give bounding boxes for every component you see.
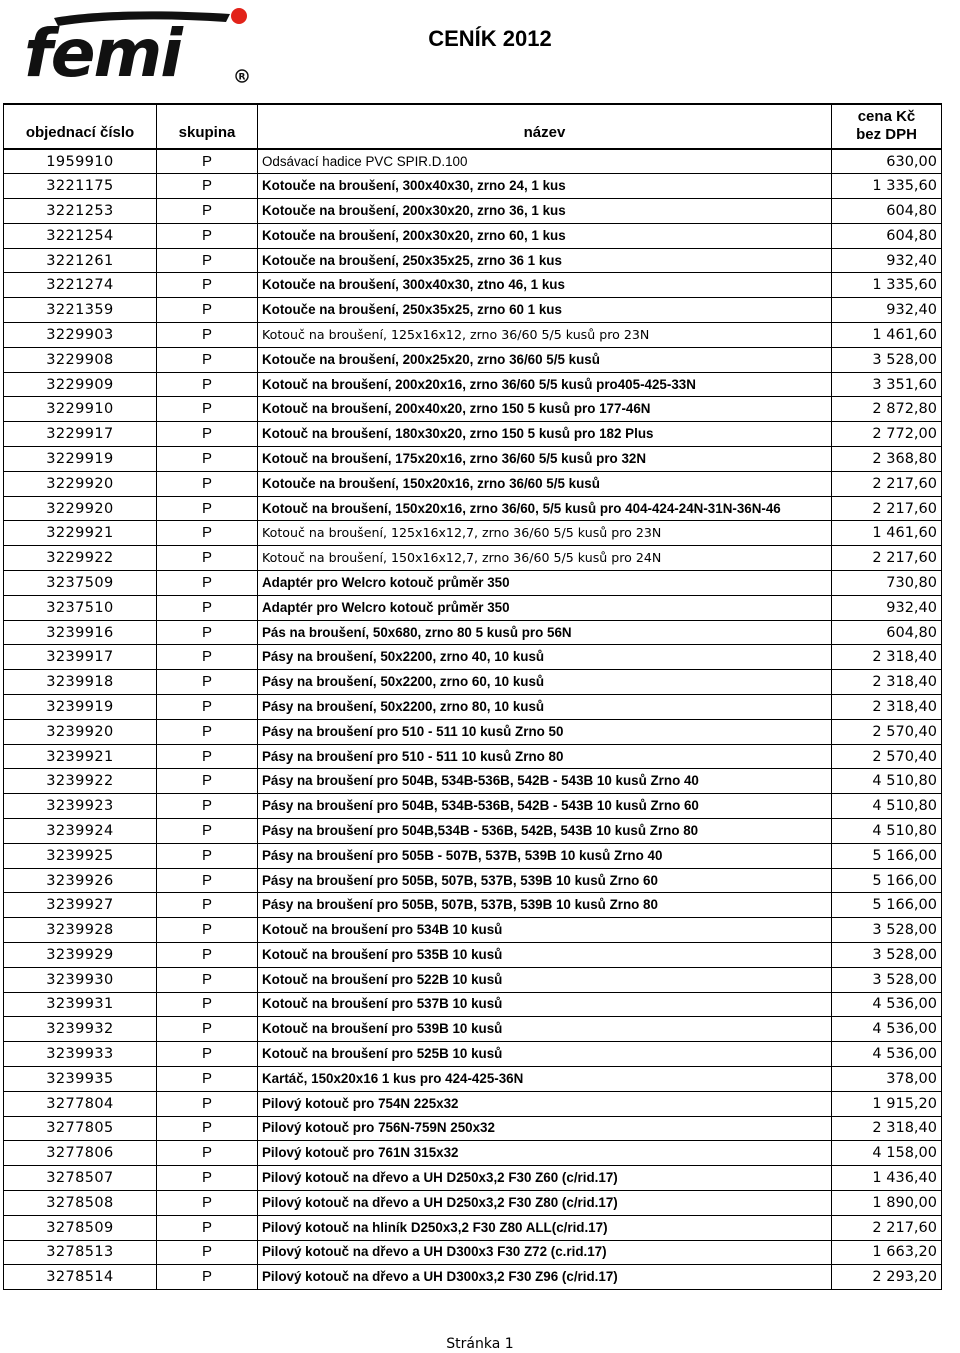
- cell-name: Pásy na broušení pro 505B, 507B, 537B, 539B 10 kusů Zrno 80: [258, 893, 832, 918]
- cell-price: 2 318,40: [832, 1116, 942, 1141]
- cell-code: 3239930: [4, 967, 157, 992]
- cell-group: P: [157, 223, 258, 248]
- cell-group: P: [157, 868, 258, 893]
- table-row: [4, 372, 942, 397]
- table-row: [4, 769, 942, 794]
- cell-group: P: [157, 496, 258, 521]
- cell-price: 604,80: [832, 620, 942, 645]
- cell-price: 5 166,00: [832, 868, 942, 893]
- table-row: [4, 1265, 942, 1290]
- cell-group: P: [157, 521, 258, 546]
- cell-code: 3239924: [4, 819, 157, 844]
- cell-code: 3239919: [4, 695, 157, 720]
- cell-group: P: [157, 695, 258, 720]
- table-row: [4, 199, 942, 224]
- table-row: [4, 893, 942, 918]
- column-header-code: objednací číslo: [4, 104, 157, 149]
- cell-code: 3221274: [4, 273, 157, 298]
- cell-price: 730,80: [832, 571, 942, 596]
- cell-price: 2 570,40: [832, 719, 942, 744]
- cell-code: 3277806: [4, 1141, 157, 1166]
- cell-code: 3239928: [4, 918, 157, 943]
- cell-name: Pásy na broušení pro 510 - 511 10 kusů Zrno 50: [258, 719, 832, 744]
- column-header-group: skupina: [157, 104, 258, 149]
- cell-name: Pilový kotouč pro 756N-759N 250x32: [258, 1116, 832, 1141]
- cell-price: 4 536,00: [832, 1042, 942, 1067]
- column-header-name: název: [258, 104, 832, 149]
- cell-code: 3221253: [4, 199, 157, 224]
- cell-price: 5 166,00: [832, 843, 942, 868]
- cell-name: Kotouč na broušení pro 539B 10 kusů: [258, 1017, 832, 1042]
- cell-price: 2 217,60: [832, 546, 942, 571]
- cell-price: 1 436,40: [832, 1166, 942, 1191]
- table-row: [4, 571, 942, 596]
- table-row: [4, 943, 942, 968]
- cell-name: Pásy na broušení pro 504B,534B - 536B, 542B, 543B 10 kusů Zrno 80: [258, 819, 832, 844]
- cell-name: Adaptér pro Welcro kotouč průměr 350: [258, 571, 832, 596]
- cell-name: Kotouč na broušení, 150x20x16, zrno 36/60, 5/5 kusů pro 404-424-24N-31N-36N-46: [258, 496, 832, 521]
- cell-price: 1 335,60: [832, 273, 942, 298]
- cell-name: Pásy na broušení pro 504B, 534B-536B, 542B - 543B 10 kusů Zrno 40: [258, 769, 832, 794]
- column-header-price-line1: cena Kč: [857, 108, 916, 125]
- table-row: [4, 670, 942, 695]
- cell-name: Kotouč na broušení, 125x16x12, zrno 36/60 5/5 kusů pro 23N: [258, 323, 832, 348]
- cell-code: 3221175: [4, 174, 157, 199]
- cell-name: Kotouč na broušení pro 525B 10 kusů: [258, 1042, 832, 1067]
- cell-group: P: [157, 620, 258, 645]
- cell-name: Pásy na broušení, 50x2200, zrno 60, 10 kusů: [258, 670, 832, 695]
- cell-code: 3277804: [4, 1091, 157, 1116]
- cell-code: 3239923: [4, 794, 157, 819]
- cell-name: Pilový kotouč na dřevo a UH D250x3,2 F30 Z60 (c/rid.17): [258, 1166, 832, 1191]
- cell-name: Pásy na broušení pro 505B - 507B, 537B, 539B 10 kusů Zrno 40: [258, 843, 832, 868]
- cell-price: 3 528,00: [832, 943, 942, 968]
- cell-price: 2 217,60: [832, 1215, 942, 1240]
- cell-group: P: [157, 298, 258, 323]
- cell-code: 3229908: [4, 347, 157, 372]
- cell-name: Pás na broušení, 50x680, zrno 80 5 kusů pro 56N: [258, 620, 832, 645]
- cell-group: P: [157, 397, 258, 422]
- table-row: [4, 298, 942, 323]
- cell-price: 4 536,00: [832, 1017, 942, 1042]
- cell-group: P: [157, 918, 258, 943]
- cell-name: Kotouč na broušení pro 537B 10 kusů: [258, 992, 832, 1017]
- price-list-table: [3, 103, 942, 1290]
- cell-price: 5 166,00: [832, 893, 942, 918]
- table-row: [4, 1215, 942, 1240]
- cell-price: 1 335,60: [832, 174, 942, 199]
- table-row: [4, 1190, 942, 1215]
- cell-group: P: [157, 422, 258, 447]
- cell-price: 2 318,40: [832, 645, 942, 670]
- cell-group: P: [157, 645, 258, 670]
- cell-price: 3 351,60: [832, 372, 942, 397]
- cell-price: 630,00: [832, 149, 942, 174]
- cell-code: 3229910: [4, 397, 157, 422]
- cell-group: P: [157, 744, 258, 769]
- cell-code: 3239921: [4, 744, 157, 769]
- table-row: [4, 149, 942, 174]
- cell-price: 2 217,60: [832, 471, 942, 496]
- cell-code: 3229903: [4, 323, 157, 348]
- cell-price: 604,80: [832, 223, 942, 248]
- cell-code: 3239922: [4, 769, 157, 794]
- cell-code: 3239927: [4, 893, 157, 918]
- table-row: [4, 620, 942, 645]
- cell-name: Kotouč na broušení pro 522B 10 kusů: [258, 967, 832, 992]
- table-row: [4, 248, 942, 273]
- cell-price: 4 510,80: [832, 794, 942, 819]
- cell-code: 3239929: [4, 943, 157, 968]
- cell-code: 3229920: [4, 496, 157, 521]
- cell-code: 3239931: [4, 992, 157, 1017]
- table-row: [4, 744, 942, 769]
- cell-name: Kotouče na broušení, 300x40x30, zrno 24, 1 kus: [258, 174, 832, 199]
- cell-price: 378,00: [832, 1066, 942, 1091]
- cell-name: Kotouč na broušení, 125x16x12,7, zrno 36/60 5/5 kusů pro 23N: [258, 521, 832, 546]
- cell-price: 2 570,40: [832, 744, 942, 769]
- cell-group: P: [157, 1042, 258, 1067]
- table-row: [4, 819, 942, 844]
- cell-code: 3239932: [4, 1017, 157, 1042]
- cell-group: P: [157, 1091, 258, 1116]
- cell-name: Kotouče na broušení, 200x30x20, zrno 60, 1 kus: [258, 223, 832, 248]
- page-number: Stránka 1: [446, 1336, 514, 1352]
- cell-group: P: [157, 1166, 258, 1191]
- cell-code: 3278513: [4, 1240, 157, 1265]
- cell-group: P: [157, 1215, 258, 1240]
- cell-code: 3278507: [4, 1166, 157, 1191]
- cell-price: 1 461,60: [832, 323, 942, 348]
- cell-group: P: [157, 769, 258, 794]
- cell-price: 4 536,00: [832, 992, 942, 1017]
- cell-group: P: [157, 1141, 258, 1166]
- svg-text:R: R: [238, 72, 246, 83]
- table-row: [4, 546, 942, 571]
- cell-name: Pásy na broušení, 50x2200, zrno 40, 10 kusů: [258, 645, 832, 670]
- cell-code: 3239917: [4, 645, 157, 670]
- cell-price: 3 528,00: [832, 918, 942, 943]
- cell-name: Pásy na broušení, 50x2200, zrno 80, 10 kusů: [258, 695, 832, 720]
- table-row: [4, 447, 942, 472]
- table-row: [4, 1042, 942, 1067]
- cell-name: Kotouče na broušení, 200x30x20, zrno 36, 1 kus: [258, 199, 832, 224]
- cell-code: 3229921: [4, 521, 157, 546]
- cell-name: Kotouč na broušení pro 535B 10 kusů: [258, 943, 832, 968]
- cell-price: 1 663,20: [832, 1240, 942, 1265]
- femi-logo-graphic: [18, 4, 258, 88]
- cell-name: Pilový kotouč pro 754N 225x32: [258, 1091, 832, 1116]
- cell-group: P: [157, 794, 258, 819]
- cell-price: 2 872,80: [832, 397, 942, 422]
- cell-price: 4 510,80: [832, 769, 942, 794]
- column-header-price-line2: bez DPH: [856, 126, 917, 143]
- table-row: [4, 1091, 942, 1116]
- cell-name: Pilový kotouč na dřevo a UH D250x3,2 F30 Z80 (c/rid.17): [258, 1190, 832, 1215]
- cell-name: Pásy na broušení pro 505B, 507B, 537B, 539B 10 kusů Zrno 60: [258, 868, 832, 893]
- table-row: [4, 223, 942, 248]
- cell-name: Kotouče na broušení, 200x25x20, zrno 36/60 5/5 kusů: [258, 347, 832, 372]
- cell-code: 3229920: [4, 471, 157, 496]
- cell-group: P: [157, 571, 258, 596]
- cell-name: Kotouč na broušení pro 534B 10 kusů: [258, 918, 832, 943]
- table-row: [4, 794, 942, 819]
- cell-name: Pilový kotouč na dřevo a UH D300x3,2 F30 Z96 (c/rid.17): [258, 1265, 832, 1290]
- cell-code: 3221254: [4, 223, 157, 248]
- table-row: [4, 918, 942, 943]
- cell-group: P: [157, 893, 258, 918]
- cell-name: Kotouč na broušení, 200x20x16, zrno 36/60 5/5 kusů pro405-425-33N: [258, 372, 832, 397]
- table-row: [4, 645, 942, 670]
- femi-logo: [18, 4, 258, 88]
- cell-group: P: [157, 819, 258, 844]
- cell-code: 3221359: [4, 298, 157, 323]
- cell-group: P: [157, 347, 258, 372]
- cell-name: Kotouče na broušení, 300x40x30, ztno 46, 1 kus: [258, 273, 832, 298]
- cell-code: 3278508: [4, 1190, 157, 1215]
- page-title: CENÍK 2012: [428, 26, 552, 51]
- cell-group: P: [157, 174, 258, 199]
- table-row: [4, 471, 942, 496]
- cell-price: 2 772,00: [832, 422, 942, 447]
- cell-group: P: [157, 1066, 258, 1091]
- cell-price: 3 528,00: [832, 347, 942, 372]
- table-row: [4, 1141, 942, 1166]
- cell-name: Odsávací hadice PVC SPIR.D.100: [258, 149, 832, 174]
- table-row: [4, 843, 942, 868]
- table-row: [4, 992, 942, 1017]
- cell-group: P: [157, 1017, 258, 1042]
- cell-code: 3239935: [4, 1066, 157, 1091]
- cell-name: Kotouče na broušení, 250x35x25, zrno 36 1 kus: [258, 248, 832, 273]
- cell-code: 3237510: [4, 595, 157, 620]
- cell-price: 932,40: [832, 595, 942, 620]
- cell-group: P: [157, 992, 258, 1017]
- table-row: [4, 1240, 942, 1265]
- cell-group: P: [157, 943, 258, 968]
- cell-name: Kotouč na broušení, 150x16x12,7, zrno 36/60 5/5 kusů pro 24N: [258, 546, 832, 571]
- cell-code: 3221261: [4, 248, 157, 273]
- cell-name: Pásy na broušení pro 510 - 511 10 kusů Zrno 80: [258, 744, 832, 769]
- cell-price: 2 318,40: [832, 695, 942, 720]
- cell-group: P: [157, 199, 258, 224]
- cell-name: Pilový kotouč na dřevo a UH D300x3 F30 Z72 (c.rid.17): [258, 1240, 832, 1265]
- cell-code: 3229909: [4, 372, 157, 397]
- cell-code: 3278514: [4, 1265, 157, 1290]
- cell-price: 4 158,00: [832, 1141, 942, 1166]
- table-row: [4, 967, 942, 992]
- table-row: [4, 347, 942, 372]
- cell-code: 3239933: [4, 1042, 157, 1067]
- table-row: [4, 521, 942, 546]
- cell-code: 3237509: [4, 571, 157, 596]
- cell-price: 2 217,60: [832, 496, 942, 521]
- table-row: [4, 397, 942, 422]
- cell-code: 3239920: [4, 719, 157, 744]
- cell-name: Pásy na broušení pro 504B, 534B-536B, 542B - 543B 10 kusů Zrno 60: [258, 794, 832, 819]
- cell-group: P: [157, 372, 258, 397]
- cell-code: 3229922: [4, 546, 157, 571]
- table-row: [4, 595, 942, 620]
- cell-name: Kotouč na broušení, 180x30x20, zrno 150 5 kusů pro 182 Plus: [258, 422, 832, 447]
- cell-group: P: [157, 323, 258, 348]
- table-row: [4, 273, 942, 298]
- cell-group: P: [157, 447, 258, 472]
- cell-code: 3239918: [4, 670, 157, 695]
- table-row: [4, 422, 942, 447]
- cell-price: 932,40: [832, 298, 942, 323]
- cell-code: 3239916: [4, 620, 157, 645]
- cell-name: Kotouč na broušení, 175x20x16, zrno 36/60 5/5 kusů pro 32N: [258, 447, 832, 472]
- cell-name: Kotouče na broušení, 250x35x25, zrno 60 1 kus: [258, 298, 832, 323]
- cell-group: P: [157, 967, 258, 992]
- cell-code: 3239926: [4, 868, 157, 893]
- table-row: [4, 868, 942, 893]
- cell-code: 3229917: [4, 422, 157, 447]
- cell-price: 2 368,80: [832, 447, 942, 472]
- cell-price: 2 293,20: [832, 1265, 942, 1290]
- cell-price: 1 915,20: [832, 1091, 942, 1116]
- cell-group: P: [157, 595, 258, 620]
- table-row: [4, 695, 942, 720]
- table-row: [4, 174, 942, 199]
- cell-group: P: [157, 248, 258, 273]
- cell-group: P: [157, 843, 258, 868]
- cell-code: 1959910: [4, 149, 157, 174]
- cell-name: Pilový kotouč pro 761N 315x32: [258, 1141, 832, 1166]
- cell-group: P: [157, 1240, 258, 1265]
- cell-price: 604,80: [832, 199, 942, 224]
- table-row: [4, 1017, 942, 1042]
- table-header-row: [4, 104, 942, 149]
- cell-group: P: [157, 1116, 258, 1141]
- cell-code: 3239925: [4, 843, 157, 868]
- cell-group: P: [157, 471, 258, 496]
- cell-group: P: [157, 546, 258, 571]
- cell-price: 932,40: [832, 248, 942, 273]
- cell-group: P: [157, 149, 258, 174]
- cell-name: Kotouče na broušení, 150x20x16, zrno 36/60 5/5 kusů: [258, 471, 832, 496]
- cell-group: P: [157, 670, 258, 695]
- cell-group: P: [157, 1265, 258, 1290]
- cell-price: 1 890,00: [832, 1190, 942, 1215]
- table-row: [4, 719, 942, 744]
- column-header-price: [832, 104, 942, 149]
- cell-group: P: [157, 719, 258, 744]
- table-row: [4, 1116, 942, 1141]
- cell-price: 2 318,40: [832, 670, 942, 695]
- cell-price: 3 528,00: [832, 967, 942, 992]
- table-row: [4, 323, 942, 348]
- cell-name: Pilový kotouč na hliník D250x3,2 F30 Z80 ALL(c/rid.17): [258, 1215, 832, 1240]
- cell-name: Kotouč na broušení, 200x40x20, zrno 150 5 kusů pro 177-46N: [258, 397, 832, 422]
- cell-code: 3229919: [4, 447, 157, 472]
- cell-price: 4 510,80: [832, 819, 942, 844]
- table-row: [4, 1166, 942, 1191]
- cell-name: Adaptér pro Welcro kotouč průměr 350: [258, 595, 832, 620]
- cell-code: 3278509: [4, 1215, 157, 1240]
- cell-name: Kartáč, 150x20x16 1 kus pro 424-425-36N: [258, 1066, 832, 1091]
- cell-group: P: [157, 1190, 258, 1215]
- cell-price: 1 461,60: [832, 521, 942, 546]
- cell-code: 3277805: [4, 1116, 157, 1141]
- table-row: [4, 496, 942, 521]
- cell-group: P: [157, 273, 258, 298]
- brand-wordmark: femi: [24, 15, 181, 88]
- table-row: [4, 1066, 942, 1091]
